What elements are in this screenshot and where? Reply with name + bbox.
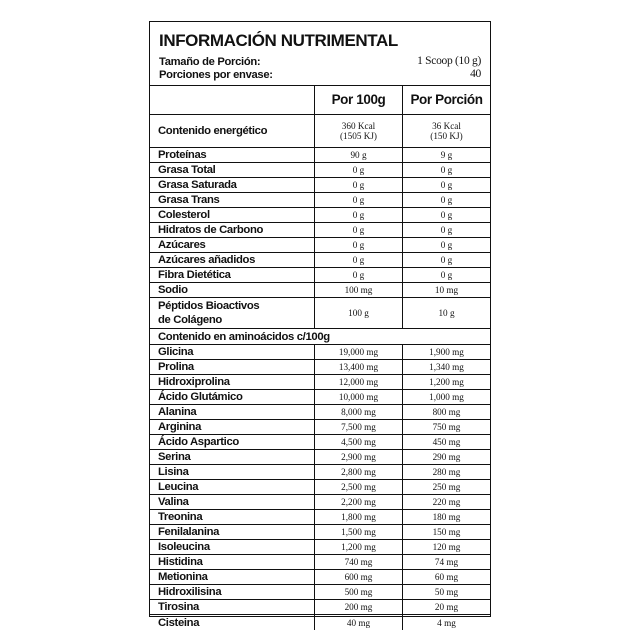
amino-acid-row bbox=[150, 435, 490, 450]
amino-acid-row bbox=[150, 555, 490, 570]
amino-acid-value-per-serving: 1,340 mg bbox=[402, 360, 490, 374]
amino-acid-row bbox=[150, 405, 490, 420]
amino-acid-value-per-serving: 180 mg bbox=[402, 510, 490, 524]
servings-per-container-label: Porciones por envase: bbox=[159, 69, 273, 81]
amino-acid-row bbox=[150, 450, 490, 465]
nutrient-row bbox=[150, 298, 490, 329]
nutrient-value-per-100g: 90 g bbox=[314, 148, 402, 162]
servings-per-container-value: 40 bbox=[470, 68, 481, 80]
amino-acid-value-per-100g: 2,900 mg bbox=[314, 450, 402, 464]
amino-acid-value-per-100g: 1,200 mg bbox=[314, 540, 402, 554]
amino-acid-value-per-serving: 74 mg bbox=[402, 555, 490, 569]
amino-acid-name: Histidina bbox=[158, 556, 203, 568]
amino-acid-name: Ácido Aspartico bbox=[158, 436, 239, 448]
amino-acid-value-per-serving: 120 mg bbox=[402, 540, 490, 554]
amino-acid-row bbox=[150, 600, 490, 615]
nutrient-name: Hidratos de Carbono bbox=[158, 224, 264, 236]
nutrient-name: Grasa Total bbox=[158, 164, 216, 176]
nutrient-value-per-100g: 0 g bbox=[314, 208, 402, 222]
nutrient-value-per-100g: 0 g bbox=[314, 253, 402, 267]
nutrient-name: Azúcares bbox=[158, 239, 206, 251]
nutrient-value-per-100g: 0 g bbox=[314, 268, 402, 282]
nutrient-value-per-serving: 10 mg bbox=[402, 283, 490, 297]
nutrient-value-per-serving: 0 g bbox=[402, 253, 490, 267]
serving-size-row bbox=[159, 56, 481, 70]
nutrient-name: Colesterol bbox=[158, 209, 210, 221]
amino-acid-value-per-100g: 740 mg bbox=[314, 555, 402, 569]
amino-acid-value-per-100g: 1,500 mg bbox=[314, 525, 402, 539]
amino-acid-name: Tirosina bbox=[158, 601, 199, 613]
amino-acid-value-per-100g: 7,500 mg bbox=[314, 420, 402, 434]
amino-acid-name: Lisina bbox=[158, 466, 189, 478]
nutrient-row bbox=[150, 163, 490, 178]
amino-acid-value-per-serving: 220 mg bbox=[402, 495, 490, 509]
amino-acid-value-per-serving: 280 mg bbox=[402, 465, 490, 479]
table-header-row bbox=[150, 86, 490, 115]
amino-acid-name: Prolina bbox=[158, 361, 194, 373]
amino-acid-value-per-serving: 60 mg bbox=[402, 570, 490, 584]
amino-acid-row bbox=[150, 345, 490, 360]
nutrient-name: Proteínas bbox=[158, 149, 207, 161]
amino-acid-name: Cisteina bbox=[158, 616, 200, 629]
nutrient-name: Grasa Saturada bbox=[158, 179, 237, 191]
nutrient-row bbox=[150, 193, 490, 208]
serving-size-label: Tamaño de Porción: bbox=[159, 56, 261, 68]
nutrition-label bbox=[149, 21, 491, 629]
amino-acid-value-per-serving: 1,200 mg bbox=[402, 375, 490, 389]
nutrient-value-per-serving: 0 g bbox=[402, 238, 490, 252]
amino-acid-value-per-100g: 4,500 mg bbox=[314, 435, 402, 449]
amino-acid-value-per-100g: 2,200 mg bbox=[314, 495, 402, 509]
amino-acid-name: Ácido Glutámico bbox=[158, 391, 243, 403]
amino-acid-name: Treonina bbox=[158, 511, 203, 523]
nutrient-name: Fibra Dietética bbox=[158, 269, 231, 281]
amino-acid-value-per-100g: 13,400 mg bbox=[314, 360, 402, 374]
amino-acid-value-per-100g: 12,000 mg bbox=[314, 375, 402, 389]
amino-acid-value-per-100g: 10,000 mg bbox=[314, 390, 402, 404]
amino-acid-row bbox=[150, 420, 490, 435]
nutrient-name: Péptidos Bioactivos de Colágeno bbox=[158, 300, 260, 326]
nutrient-name: Sodio bbox=[158, 284, 188, 296]
nutrient-value-per-100g: 0 g bbox=[314, 163, 402, 177]
amino-acid-name: Alanina bbox=[158, 406, 197, 418]
nutrient-value-per-100g: 360 Kcal (1505 KJ) bbox=[314, 115, 402, 147]
amino-acid-value-per-serving: 290 mg bbox=[402, 450, 490, 464]
amino-acid-name: Arginina bbox=[158, 421, 202, 433]
nutrient-row bbox=[150, 268, 490, 283]
amino-acid-name: Metionina bbox=[158, 571, 208, 583]
nutrient-value-per-serving: 0 g bbox=[402, 223, 490, 237]
amino-acid-row bbox=[150, 525, 490, 540]
nutrient-value-per-100g: 100 g bbox=[314, 298, 402, 328]
nutrient-name: Azúcares añadidos bbox=[158, 254, 256, 266]
amino-acid-value-per-100g: 40 mg bbox=[314, 615, 402, 630]
amino-acid-section-row bbox=[150, 329, 490, 345]
amino-acid-value-per-100g: 2,800 mg bbox=[314, 465, 402, 479]
nutrient-value-per-serving: 9 g bbox=[402, 148, 490, 162]
amino-acid-value-per-serving: 1,000 mg bbox=[402, 390, 490, 404]
column-header-per-100g: Por 100g bbox=[314, 86, 402, 114]
nutrient-value-per-serving: 0 g bbox=[402, 268, 490, 282]
nutrient-value-per-100g: 100 mg bbox=[314, 283, 402, 297]
nutrient-row bbox=[150, 208, 490, 223]
amino-acid-row bbox=[150, 480, 490, 495]
amino-acid-row bbox=[150, 585, 490, 600]
amino-acid-name: Hidroxilisina bbox=[158, 586, 222, 598]
servings-per-container-row bbox=[159, 69, 481, 83]
nutrition-table bbox=[150, 85, 490, 629]
nutrient-value-per-serving: 36 Kcal (150 KJ) bbox=[402, 115, 490, 147]
column-header-per-serving: Por Porción bbox=[402, 86, 490, 114]
nutrient-value-per-serving: 0 g bbox=[402, 208, 490, 222]
amino-acid-value-per-serving: 150 mg bbox=[402, 525, 490, 539]
amino-acid-value-per-100g: 8,000 mg bbox=[314, 405, 402, 419]
amino-acid-name: Glicina bbox=[158, 346, 194, 358]
amino-acid-value-per-serving: 800 mg bbox=[402, 405, 490, 419]
amino-acid-value-per-serving: 750 mg bbox=[402, 420, 490, 434]
serving-size-value: 1 Scoop (10 g) bbox=[417, 55, 481, 67]
amino-acid-value-per-100g: 2,500 mg bbox=[314, 480, 402, 494]
nutrient-value-per-serving: 10 g bbox=[402, 298, 490, 328]
nutrient-value-per-100g: 0 g bbox=[314, 193, 402, 207]
amino-acid-row bbox=[150, 615, 490, 630]
nutrient-row bbox=[150, 238, 490, 253]
amino-acid-name: Hidroxiprolina bbox=[158, 376, 230, 388]
amino-acid-row bbox=[150, 465, 490, 480]
amino-acid-value-per-100g: 19,000 mg bbox=[314, 345, 402, 359]
nutrient-value-per-serving: 0 g bbox=[402, 163, 490, 177]
amino-acid-name: Valina bbox=[158, 496, 189, 508]
amino-acid-value-per-100g: 1,800 mg bbox=[314, 510, 402, 524]
nutrient-row bbox=[150, 253, 490, 268]
amino-acid-value-per-serving: 450 mg bbox=[402, 435, 490, 449]
label-title: INFORMACIÓN NUTRIMENTAL bbox=[159, 31, 398, 50]
amino-acid-row bbox=[150, 360, 490, 375]
amino-acid-value-per-serving: 50 mg bbox=[402, 585, 490, 599]
nutrient-row bbox=[150, 178, 490, 193]
amino-acid-value-per-serving: 20 mg bbox=[402, 600, 490, 614]
amino-acid-row bbox=[150, 510, 490, 525]
amino-acid-name: Leucina bbox=[158, 481, 199, 493]
amino-acid-name: Fenilalanina bbox=[158, 526, 220, 538]
nutrient-value-per-100g: 0 g bbox=[314, 238, 402, 252]
amino-acid-row bbox=[150, 570, 490, 585]
nutrient-value-per-serving: 0 g bbox=[402, 178, 490, 192]
amino-acid-value-per-100g: 200 mg bbox=[314, 600, 402, 614]
nutrient-row bbox=[150, 148, 490, 163]
nutrient-row bbox=[150, 223, 490, 238]
amino-acid-value-per-100g: 500 mg bbox=[314, 585, 402, 599]
nutrient-name: Contenido energético bbox=[158, 125, 268, 137]
amino-acid-value-per-100g: 600 mg bbox=[314, 570, 402, 584]
nutrient-row bbox=[150, 115, 490, 148]
amino-acid-row bbox=[150, 495, 490, 510]
nutrient-value-per-serving: 0 g bbox=[402, 193, 490, 207]
amino-acid-row bbox=[150, 540, 490, 555]
amino-acid-value-per-serving: 4 mg bbox=[402, 615, 490, 630]
amino-acid-name: Serina bbox=[158, 451, 191, 463]
amino-acid-name: Isoleucina bbox=[158, 541, 210, 553]
nutrient-name: Grasa Trans bbox=[158, 194, 220, 206]
amino-acid-row bbox=[150, 375, 490, 390]
amino-acid-value-per-serving: 1,900 mg bbox=[402, 345, 490, 359]
amino-acid-row bbox=[150, 390, 490, 405]
nutrient-value-per-100g: 0 g bbox=[314, 223, 402, 237]
nutrient-row bbox=[150, 283, 490, 298]
nutrient-value-per-100g: 0 g bbox=[314, 178, 402, 192]
amino-acid-value-per-serving: 250 mg bbox=[402, 480, 490, 494]
amino-acid-section-heading: Contenido en aminoácidos c/100g bbox=[158, 330, 330, 343]
